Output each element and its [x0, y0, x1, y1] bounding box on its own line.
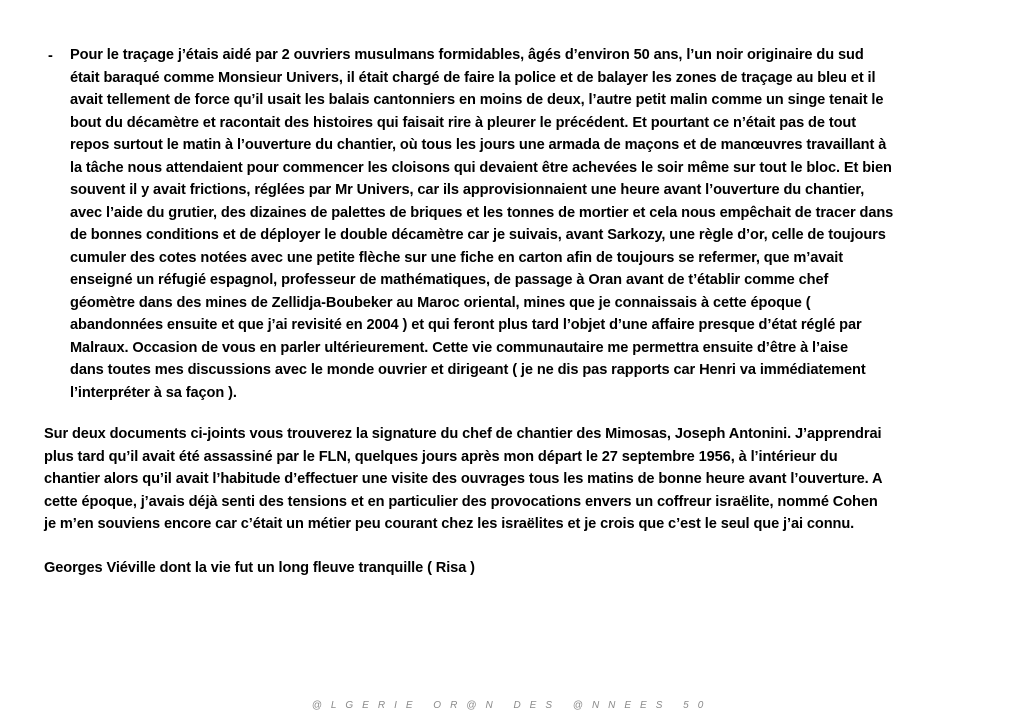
- text-line: cumuler des cotes notées avec une petite flèche sur une fiche en carton afin de toujours se refermer, que m’avait: [70, 249, 843, 266]
- bullet-text: [70, 44, 893, 404]
- text-line: géomètre dans des mines de Zellidja-Boubeker au Maroc oriental, mines que je connaissais à cette époque (: [70, 294, 811, 311]
- text-line: plus tard qu’il avait été assassiné par le FLN, quelques jours après mon départ le 27 septembre 1956, à l’intérieur du: [44, 448, 838, 465]
- paragraph-signature-note: [44, 423, 883, 536]
- text-line: avec l’aide du grutier, des dizaines de palettes de briques et les tonnes de mortier et cela nous empêchait de tracer dans: [70, 204, 894, 221]
- text-line: repos surtout le matin à l’ouverture du chantier, où tous les jours une armada de maçons et de manœuvres travaillant à: [70, 137, 887, 153]
- text-line: de bonnes conditions et de déployer le double décamètre car je suivais, avant Sarkozy, une règle d’or, celle de toujours: [70, 227, 886, 243]
- text-line: enseigné un réfugié espagnol, professeur de mathématiques, de passage à Oran avant de t’établir comme chef: [70, 272, 829, 288]
- page-footer: @LGERIE OR@N DES @NNEES 50: [311, 700, 713, 711]
- text-line: Malraux. Occasion de vous en parler ultérieurement. Cette vie communautaire me permettra ensuite d’être à l’aise: [70, 339, 848, 356]
- signature-text: Georges Viéville dont la vie fut un long fleuve tranquille ( Risa ): [44, 560, 475, 576]
- text-line: était baraqué comme Monsieur Univers, il était chargé de faire la police et de balayer les zones de traçage au bleu et il: [70, 69, 876, 86]
- text-line: avait tellement de force qu’il usait les balais cantonniers en moins de deux, l’autre petit malin comme un singe tenait le: [70, 92, 884, 108]
- author-signature-line: [44, 557, 475, 580]
- text-line: cette époque, j’avais déjà senti des tensions et en particulier des provocations envers un coffreur israëlite, nommé Cohen: [44, 493, 878, 510]
- text-line: l’interpréter à sa façon ).: [70, 384, 237, 401]
- text-line: souvent il y avait frictions, réglées par Mr Univers, car ils approvisionnaient une heure avant l’ouverture du chantier,: [70, 182, 865, 198]
- text-line: je m’en souviens encore car c’était un métier peu courant chez les israëlites et je crois que c’est le seul que j’ai connu.: [44, 516, 855, 532]
- text-line: bout du décamètre et racontait des histoires qui faisait rire à pleurer le précédent. Et pourtant ce n’était pas de tout: [70, 114, 856, 131]
- text-line: abandonnées ensuite et que j’ai revisité en 2004 ) et qui feront plus tard l’objet d’une affaire presque d’état réglé par: [70, 317, 862, 333]
- text-line: la tâche nous attendaient pour commencer les cloisons qui devaient être achevées le soir même sur tout le bloc. Et bien: [70, 159, 892, 176]
- text-line: dans toutes mes discussions avec le monde ouvrier et dirigeant ( je ne dis pas rapports car Henri va immédiatement: [70, 362, 866, 378]
- bullet-marker: -: [48, 48, 53, 64]
- text-line: Pour le traçage j’étais aidé par 2 ouvriers musulmans formidables, âgés d’environ 50 ans, l’un noir originaire du sud: [70, 47, 864, 63]
- text-line: chantier alors qu’il avait l’habitude d’effectuer une visite des ouvrages tous les matins de bonne heure avant l’ouverture. A: [44, 471, 883, 487]
- text-line: Sur deux documents ci-joints vous trouverez la signature du chef de chantier des Mimosas, Joseph Antonini. J’apprendrai: [44, 426, 882, 442]
